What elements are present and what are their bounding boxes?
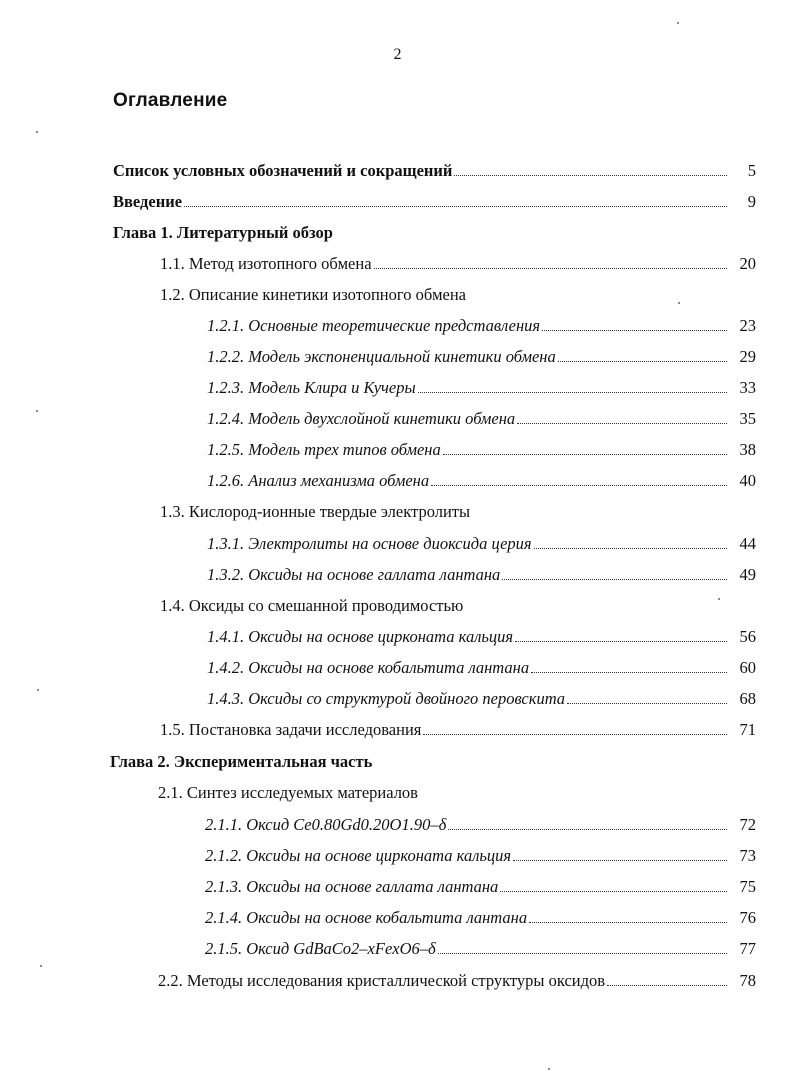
toc-entry-label: 1.3. Кислород-ионные твердые электролиты	[160, 502, 471, 521]
toc-entry-page: 78	[739, 971, 756, 990]
dot-leader	[448, 814, 727, 830]
toc-entry-page: 23	[739, 316, 756, 335]
toc-entry-label: 1.3.1. Электролиты на основе диоксида церия	[207, 534, 532, 553]
scan-speck	[40, 965, 42, 967]
toc-entry-label: Введение	[113, 192, 183, 211]
toc-entry-label: 2.1.3. Оксиды на основе галлата лантана	[205, 877, 499, 896]
dot-leader	[184, 191, 727, 207]
toc-entry[interactable]	[207, 533, 756, 555]
scan-speck	[36, 131, 38, 133]
toc-entry-page: 29	[739, 347, 756, 366]
toc-entry[interactable]	[207, 470, 756, 492]
toc-entry-page: 68	[739, 689, 756, 708]
toc-entry-label: Список условных обозначений и сокращений	[113, 161, 453, 180]
dot-leader	[558, 346, 727, 362]
toc-entry[interactable]	[207, 377, 756, 399]
toc-entry[interactable]	[160, 719, 756, 741]
toc-entry[interactable]	[207, 564, 756, 586]
toc-entry-page: 40	[739, 471, 756, 490]
dot-leader	[529, 907, 727, 923]
toc-entry[interactable]	[205, 876, 756, 898]
toc-entry-label: Глава 2. Экспериментальная часть	[110, 752, 373, 771]
toc-entry[interactable]	[205, 845, 756, 867]
toc-chapter-heading[interactable]	[110, 751, 756, 773]
toc-entry-label: 2.1.1. Оксид Ce0.80Gd0.20O1.90–δ	[205, 815, 447, 834]
toc-entry-label: 1.4.3. Оксиды со структурой двойного перовскита	[207, 689, 566, 708]
toc-entry-label: 1.1. Метод изотопного обмена	[160, 254, 372, 273]
toc-section-heading[interactable]	[160, 284, 756, 306]
toc-entry-page: 75	[739, 877, 756, 896]
toc-entry-page: 72	[739, 815, 756, 834]
toc-entry-label: Глава 1. Литературный обзор	[113, 223, 333, 242]
toc-entry-label: 2.2. Методы исследования кристаллической структуры оксидов	[158, 971, 606, 990]
toc-entry[interactable]	[205, 814, 756, 836]
dot-leader	[443, 439, 727, 455]
toc-entry-label: 1.2.2. Модель экспоненциальной кинетики обмена	[207, 347, 556, 366]
toc-entry-label: 2.1.2. Оксиды на основе цирконата кальция	[205, 846, 512, 865]
toc-entry[interactable]	[158, 970, 756, 992]
scan-speck	[718, 598, 720, 600]
toc-entry-page: 5	[747, 161, 756, 180]
toc-entry[interactable]	[207, 626, 756, 648]
toc-entry-page: 76	[739, 908, 756, 927]
toc-entry-page: 71	[739, 720, 756, 739]
dot-leader	[513, 845, 727, 861]
dot-leader	[502, 564, 727, 580]
scan-speck	[548, 1068, 550, 1070]
toc-entry-page: 73	[739, 846, 756, 865]
scan-speck	[37, 689, 39, 691]
dot-leader	[454, 160, 727, 176]
toc-entry-label: 2.1.5. Оксид GdBaCo2–xFexO6–δ	[205, 939, 436, 958]
toc-entry-label: 1.2.4. Модель двухслойной кинетики обмена	[207, 409, 516, 428]
toc-entry-label: 1.2.5. Модель трех типов обмена	[207, 440, 441, 459]
toc-entry[interactable]	[205, 938, 756, 960]
toc-section-heading[interactable]	[158, 782, 756, 804]
toc-entry-label: 1.4.2. Оксиды на основе кобальтита лантана	[207, 658, 530, 677]
dot-leader	[374, 253, 727, 269]
toc-entry[interactable]	[160, 253, 756, 275]
toc-entry-page: 44	[739, 534, 756, 553]
toc-entry[interactable]	[113, 191, 756, 213]
toc-entry-page: 20	[739, 254, 756, 273]
toc-entry-label: 2.1. Синтез исследуемых материалов	[158, 783, 418, 802]
dot-leader	[534, 533, 727, 549]
dot-leader	[500, 876, 727, 892]
dot-leader	[542, 315, 727, 331]
dot-leader	[418, 377, 727, 393]
toc-entry-page: 38	[739, 440, 756, 459]
toc-entry-page: 35	[739, 409, 756, 428]
dot-leader	[517, 408, 727, 424]
dot-leader	[567, 688, 727, 704]
toc-entry-page: 56	[739, 627, 756, 646]
dot-leader	[515, 626, 727, 642]
dot-leader	[431, 470, 727, 486]
dot-leader	[423, 719, 727, 735]
toc-entry-label: 2.1.4. Оксиды на основе кобальтита лантана	[205, 908, 528, 927]
toc-entry-label: 1.5. Постановка задачи исследования	[160, 720, 422, 739]
toc-entry[interactable]	[207, 439, 756, 461]
dot-leader	[438, 938, 727, 954]
scan-speck	[678, 302, 680, 304]
toc-entry[interactable]	[207, 315, 756, 337]
toc-section-heading[interactable]	[160, 595, 756, 617]
toc-entry-label: 1.2.3. Модель Клира и Кучеры	[207, 378, 416, 397]
toc-entry-page: 9	[747, 192, 756, 211]
toc-entry[interactable]	[207, 657, 756, 679]
toc-entry-page: 49	[739, 565, 756, 584]
toc-chapter-heading[interactable]	[113, 222, 756, 244]
dot-leader	[607, 970, 727, 986]
dot-leader	[531, 657, 727, 673]
toc-title: Оглавление	[113, 90, 228, 111]
toc-entry-label: 1.2.6. Анализ механизма обмена	[207, 471, 430, 490]
scan-speck	[677, 22, 679, 24]
toc-entry-page: 77	[739, 939, 756, 958]
toc-section-heading[interactable]	[160, 501, 756, 523]
toc-entry[interactable]	[205, 907, 756, 929]
toc-entry-label: 1.4.1. Оксиды на основе цирконата кальция	[207, 627, 514, 646]
toc-entry[interactable]	[207, 408, 756, 430]
page-number: 2	[393, 46, 402, 63]
toc-entry-label: 1.2. Описание кинетики изотопного обмена	[160, 285, 466, 304]
scan-speck	[36, 410, 38, 412]
toc-entry[interactable]	[207, 688, 756, 710]
toc-entry-label: 1.4. Оксиды со смешанной проводимостью	[160, 596, 464, 615]
toc-entry[interactable]	[207, 346, 756, 368]
toc-entry-label: 1.2.1. Основные теоретические представления	[207, 316, 541, 335]
toc-entry-label: 1.3.2. Оксиды на основе галлата лантана	[207, 565, 501, 584]
toc-entry[interactable]	[113, 160, 756, 182]
toc-entry-page: 33	[739, 378, 756, 397]
toc-entry-page: 60	[739, 658, 756, 677]
